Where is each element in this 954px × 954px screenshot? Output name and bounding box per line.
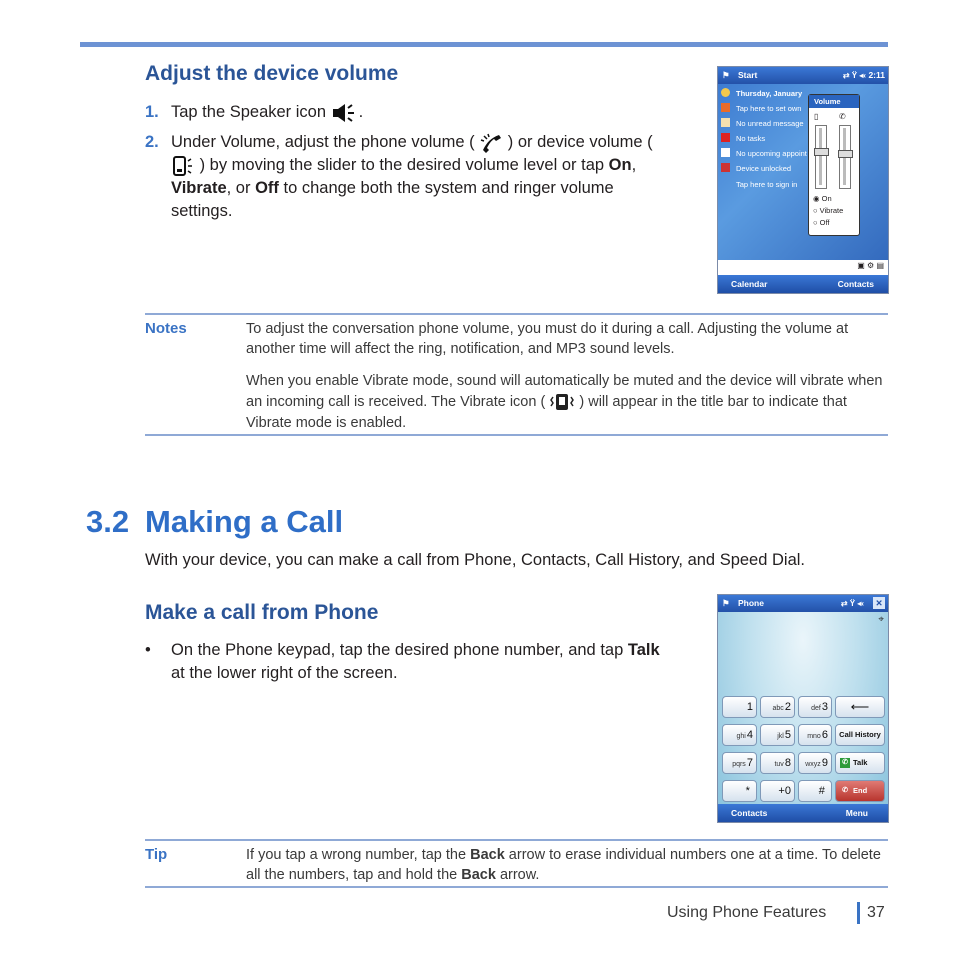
- radio-on[interactable]: ◉ On: [813, 194, 832, 203]
- talk-phone-icon: ✆: [840, 758, 850, 768]
- key-7[interactable]: pqrs7: [722, 752, 757, 774]
- tip-top-rule: [145, 839, 888, 841]
- radio-vibrate[interactable]: ○ Vibrate: [813, 206, 844, 215]
- key-3[interactable]: def3: [798, 696, 832, 718]
- screenshot-phone-keypad: [717, 594, 889, 823]
- phone-volume-icon: [479, 132, 503, 154]
- notes-label: Notes: [145, 320, 187, 337]
- bullet-item: • On the Phone keypad, tap the desired phone number, and tap Talk at the lower right of the screen.: [145, 641, 660, 682]
- softkey-calendar[interactable]: Calendar: [731, 279, 768, 289]
- close-icon[interactable]: ✕: [873, 597, 885, 609]
- soft-key-bar: [718, 275, 888, 293]
- back-button[interactable]: ⟵: [835, 696, 885, 718]
- status-icons: ⇄ Ÿ ◂‹: [840, 599, 864, 608]
- heading-adjust-volume: Adjust the device volume: [145, 62, 399, 85]
- tip-label: Tip: [145, 846, 168, 863]
- notes-top-rule: [145, 313, 888, 315]
- device-volume-icon: [171, 155, 195, 177]
- step-2: 2. Under Volume, adjust the phone volume ( ) or device volume ( ) by moving the slider to the desired volume level or tap On, Vibrate, or Off to change both the system and ringer volume settings.: [145, 133, 653, 220]
- end-button[interactable]: ✆ End: [835, 780, 885, 802]
- notes-paragraph-2: When you enable Vibrate mode, sound will automatically be muted and the device will vibrate when an incoming call is received. The Vibrate icon ( ) will appear in the title bar to indicate that Vibrate mode is enabled.: [246, 373, 883, 431]
- key-0[interactable]: +0: [760, 780, 795, 802]
- key-star[interactable]: *: [722, 780, 757, 802]
- phone-volume-icon: ✆: [839, 112, 846, 121]
- windows-flag-icon: ⚑: [722, 598, 730, 608]
- speaker-icon: [331, 102, 359, 124]
- radio-off[interactable]: ○ Off: [813, 218, 830, 227]
- softkey-contacts[interactable]: Contacts: [731, 808, 768, 818]
- sound-mode-radios: [813, 193, 843, 229]
- notes-paragraph-1: To adjust the conversation phone volume, you must do it during a call. Adjusting the volume at another time will affect the ring, notification, and MP3 sound levels.: [246, 321, 849, 357]
- key-4[interactable]: ghi4: [722, 724, 757, 746]
- gps-icon: ⌖: [878, 614, 884, 625]
- softkey-menu[interactable]: Menu: [845, 808, 868, 818]
- tip-text: If you tap a wrong number, tap the Back arrow to erase individual numbers one at a time. To delete all the numbers, tap and hold the Back arrow.: [246, 847, 881, 883]
- screenshot-today-volume: ⚑ Start ⇄ Ÿ ◂‹ 2:11 Thursday, January Tap here to set own No unread message No tasks No upcoming appoint Device unlocked Tap here to sign in Volume ▯ ✆ ◉ On ○ Vibrate ○ Off ▣ ⚙ ▤ Calendar Contacts: [717, 66, 889, 294]
- notes-bottom-rule: [145, 434, 888, 436]
- talk-button[interactable]: ✆ Talk: [835, 752, 885, 774]
- heading-make-call: Make a call from Phone: [145, 601, 379, 624]
- tip-bottom-rule: [145, 886, 888, 888]
- softkey-contacts[interactable]: Contacts: [837, 279, 874, 289]
- key-8[interactable]: tuv8: [760, 752, 795, 774]
- title-bar: ⚑ Start ⇄ Ÿ ◂‹ 2:11: [718, 67, 888, 84]
- top-rule: [80, 42, 888, 47]
- footer-section: Using Phone Features: [667, 904, 827, 921]
- phone-volume-slider[interactable]: [839, 125, 851, 189]
- footer-divider: [857, 902, 860, 924]
- tray-icons: ▣ ⚙ ▤: [857, 261, 884, 270]
- status-icons: ⇄ Ÿ ◂‹: [842, 71, 866, 80]
- key-9[interactable]: wxyz9: [798, 752, 832, 774]
- soft-key-bar: [718, 804, 888, 822]
- section-number: 3.2: [86, 504, 130, 539]
- section-intro: With your device, you can make a call from Phone, Contacts, Call History, and Speed Dial.: [145, 551, 805, 569]
- device-volume-slider[interactable]: [815, 125, 827, 189]
- today-item-icons: [721, 88, 731, 188]
- vibrate-icon: [549, 391, 575, 413]
- title-bar: ⚑ Phone ⇄ Ÿ ◂‹ ✕: [718, 595, 888, 612]
- key-6[interactable]: mno6: [798, 724, 832, 746]
- device-volume-icon: ▯: [814, 112, 819, 121]
- volume-popup: Volume ▯ ✆ ◉ On ○ Vibrate ○ Off: [808, 94, 860, 236]
- page-number: 37: [867, 904, 885, 921]
- call-history-button[interactable]: Call History: [835, 724, 885, 746]
- status-strip: [718, 260, 888, 275]
- key-5[interactable]: jkl5: [760, 724, 795, 746]
- end-phone-icon: ✆: [842, 787, 848, 795]
- key-2[interactable]: abc2: [760, 696, 795, 718]
- section-title: Making a Call: [145, 504, 344, 539]
- key-1[interactable]: 1: [722, 696, 757, 718]
- windows-flag-icon: ⚑: [722, 70, 730, 80]
- key-hash[interactable]: #: [798, 780, 832, 802]
- step-1: 1. Tap the Speaker icon .: [145, 101, 665, 124]
